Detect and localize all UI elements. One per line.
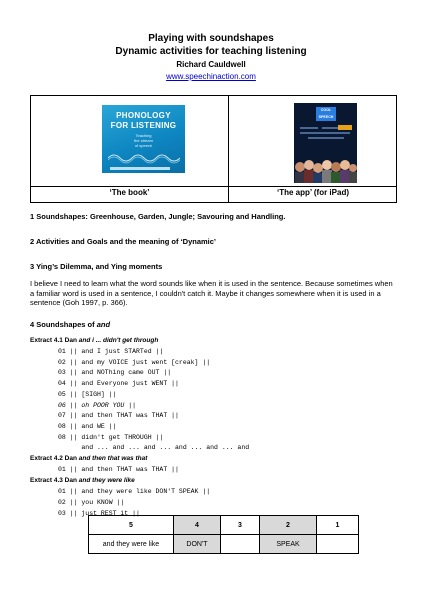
book-author-strip	[110, 167, 170, 170]
table-header-row	[89, 516, 359, 535]
book-caption: ‘The book’	[109, 188, 150, 197]
section-3-heading: 3 Ying’s Dilemma, and Ying moments	[30, 262, 163, 271]
book-subtitle-1: Teaching	[135, 133, 152, 138]
title-line-1: Playing with soundshapes	[148, 33, 274, 44]
website-link[interactable]: www.speechinaction.com	[166, 72, 256, 81]
text-decoration	[300, 132, 350, 134]
book-cover-image	[102, 105, 185, 173]
app-cover-image	[294, 103, 357, 183]
table-divider	[31, 186, 396, 187]
author: Richard Cauldwell	[176, 60, 246, 69]
prominence-levels-table	[88, 515, 359, 554]
transcript-line: and ... and ... and ... and ... and ... and	[58, 444, 250, 451]
level-cell	[221, 535, 260, 554]
transcript-line: 05 || [SIGH] ||	[58, 391, 117, 398]
transcript-line: 04 || and Everyone just WENT ||	[58, 380, 179, 387]
title-line-2: Dynamic activities for teaching listening	[115, 46, 307, 57]
transcript-line: 07 || and then THAT was THAT ||	[58, 412, 179, 419]
transcript-line: 03 || just REST it ||	[58, 510, 140, 517]
app-caption: ‘The app’ (for iPad)	[276, 188, 349, 197]
level-header: 3	[221, 516, 260, 535]
extract-4-3-label: Extract 4.3 Dan and they were like	[30, 477, 135, 484]
media-table	[30, 95, 397, 203]
transcript-line: 03 || and NOThing came OUT ||	[58, 369, 172, 376]
book-title-line-2: FOR LISTENING	[110, 121, 177, 130]
transcript-line: 01 || and then THAT was THAT ||	[58, 466, 179, 473]
level-header: 4	[174, 516, 221, 535]
extract-4-1-label: Extract 4.1 Dan and i ... didn't get through	[30, 337, 159, 344]
level-header: 5	[89, 516, 174, 535]
waveform-graphic	[108, 151, 180, 165]
section-1-heading: 1 Soundshapes: Greenhouse, Garden, Jungle; Savouring and Handling.	[30, 212, 286, 221]
book-subtitle-2: the stream	[134, 138, 153, 143]
text-decoration	[308, 137, 344, 139]
level-cell: and they were like	[89, 535, 174, 554]
level-header: 1	[317, 516, 359, 535]
transcript-line: 01 || and they were like DON'T SPEAK ||	[58, 488, 211, 495]
transcript-line: 06 || oh POOR YOU ||	[58, 402, 137, 409]
book-subtitle-3: of speech	[134, 143, 153, 148]
cool-speech-logo: COOL SPEECH	[316, 107, 336, 121]
transcript-line: 01 || and I just STARTed ||	[58, 348, 164, 355]
level-cell: DON'T	[174, 535, 221, 554]
transcript-line: 08 || didn't get THROUGH ||	[58, 434, 164, 441]
level-cell: SPEAK	[260, 535, 317, 554]
level-cell	[317, 535, 359, 554]
table-row	[89, 535, 359, 554]
book-title-line-1: PHONOLOGY	[116, 111, 171, 120]
section-2-heading: 2 Activities and Goals and the meaning of ‘Dynamic’	[30, 237, 217, 246]
transcript-line: 02 || you KNOW ||	[58, 499, 125, 506]
app-badge	[338, 125, 352, 130]
level-header: 2	[260, 516, 317, 535]
extract-4-2-label: Extract 4.2 Dan and then that was that	[30, 455, 148, 462]
transcript-line: 08 || and WE ||	[58, 423, 117, 430]
transcript-line: 02 || and my VOICE just went [creak] ||	[58, 359, 211, 366]
section-4-heading: 4 Soundshapes of and	[30, 320, 111, 329]
speakers-faces-graphic	[294, 149, 357, 183]
website-line	[0, 72, 422, 81]
text-decoration	[300, 127, 318, 129]
goh-quote-paragraph: I believe I need to learn what the word sounds like when it is used in the sentence. Because sometimes when a familiar word is used in a sentence, I couldn't catch it. Maybe it changes somewhere when it is used in a sentence (Goh 1997, p. 366).	[30, 279, 393, 308]
